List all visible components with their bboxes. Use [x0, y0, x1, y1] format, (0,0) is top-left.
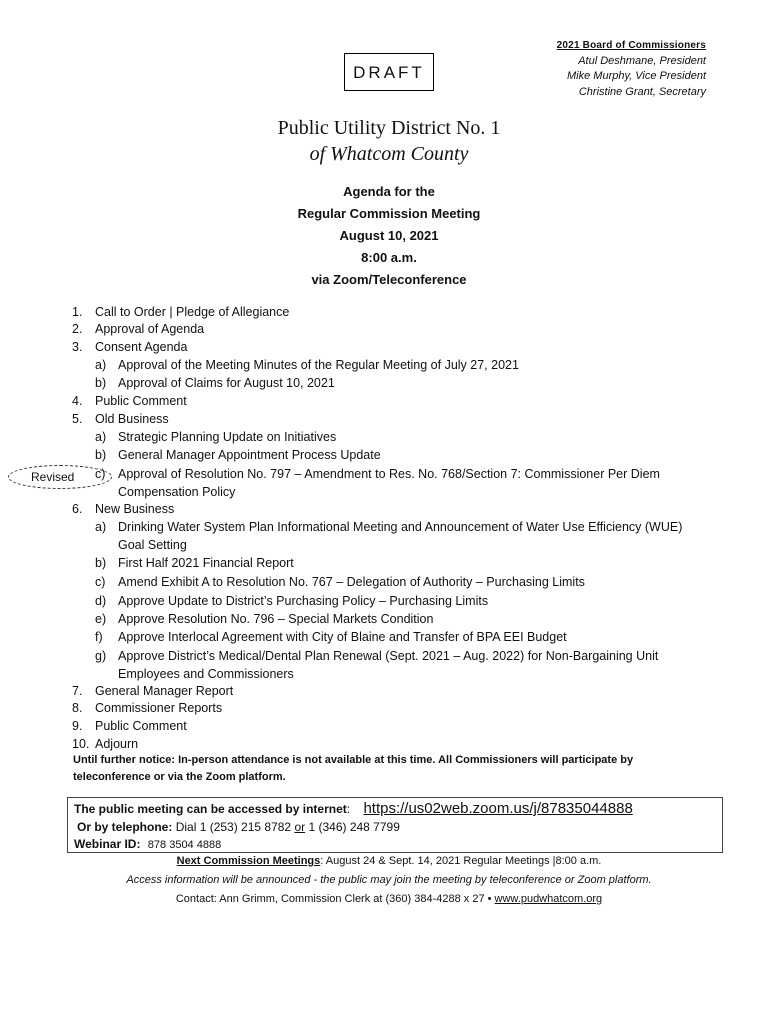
heading-line: Regular Commission Meeting	[297, 206, 481, 221]
zoom-link[interactable]: https://us02web.zoom.us/j/87835044888	[363, 800, 633, 817]
heading-line: Agenda for the	[343, 184, 435, 199]
heading-line: August 10, 2021	[339, 228, 439, 243]
webinar-label: Webinar ID:	[74, 837, 141, 851]
title-district: Public Utility District No. 1	[277, 117, 501, 139]
board-member-president: Atul Deshmane, President	[578, 54, 706, 67]
board-heading: 2021 Board of Commissioners	[556, 40, 706, 51]
next-meetings	[0, 852, 770, 870]
title-county: of Whatcom County	[309, 143, 469, 165]
access-info-box	[67, 797, 723, 853]
webinar-id: 878 3504 4888	[147, 839, 222, 851]
draft-stamp: DRAFT	[344, 53, 434, 91]
document-title	[0, 115, 770, 167]
webinar-line	[74, 837, 221, 851]
website-link[interactable]: www.pudwhatcom.org	[494, 893, 603, 905]
contact-text: Contact: Ann Grimm, Commission Clerk at (360) 384-4288 x 27 •	[175, 893, 495, 905]
next-meetings-label: Next Commission Meetings	[176, 855, 321, 867]
telephone-line: Or by telephone: Dial 1 (253) 215 8782 or 1 (346) 248 7799	[77, 820, 400, 834]
board-of-commissioners	[557, 38, 706, 100]
heading-line: via Zoom/Teleconference	[311, 272, 467, 287]
board-member-vice-president: Mike Murphy, Vice President	[567, 70, 706, 82]
revised-marker: Revised	[8, 465, 112, 489]
telephone-number-1: Dial 1 (253) 215 8782	[175, 820, 292, 834]
agenda-heading	[0, 181, 770, 291]
telephone-number-2: 1 (346) 248 7799	[308, 820, 400, 834]
board-member-secretary: Christine Grant, Secretary	[578, 85, 706, 98]
internet-access-line: The public meeting can be accessed by internet: https://us02web.zoom.us/j/87835044888	[74, 800, 633, 817]
internet-label: The public meeting can be accessed by internet	[74, 802, 347, 816]
access-note: Access information will be announced - the public may join the meeting by teleconference or Zoom platform.	[126, 874, 652, 886]
next-meetings-text: : August 24 & Sept. 14, 2021 Regular Meetings |8:00 a.m.	[320, 855, 602, 867]
heading-line: 8:00 a.m.	[361, 250, 417, 265]
contact-line	[0, 890, 770, 908]
attendance-notice: Until further notice: In-person attendance is not available at this time. All Commissioners will participate by teleconference or via the Zoom platform.	[73, 754, 634, 783]
telephone-label: Or by telephone:	[77, 820, 173, 834]
